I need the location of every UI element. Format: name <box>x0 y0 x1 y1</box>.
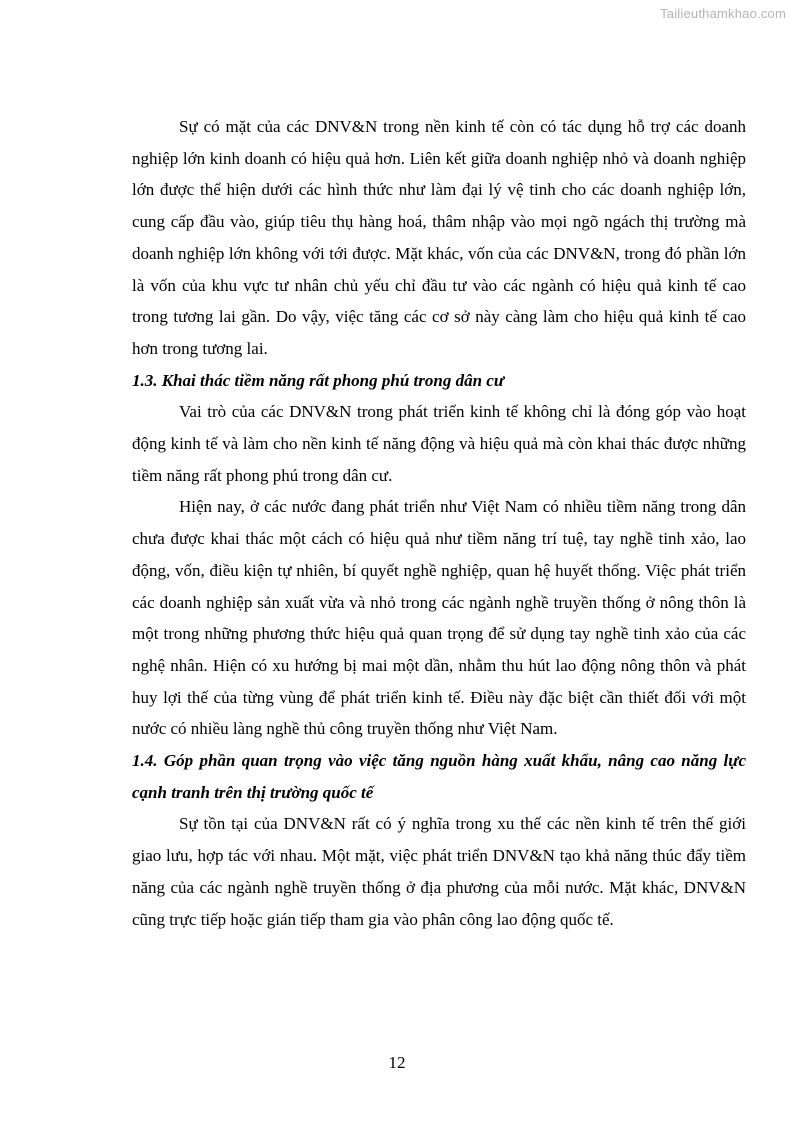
paragraph-potential: Hiện nay, ở các nước đang phát triển như Việt Nam có nhiều tiềm năng trong dân chưa được khai thác một cách có hiệu quả như tiềm năng trí tuệ, tay nghề tinh xảo, lao động, vốn, điều kiện tự nhiên, bí quyết nghề nghiệp, quan hệ huyết thống. Việc phát triển các doanh nghiệp sản xuất vừa và nhỏ trong các ngành nghề truyền thống ở nông thôn là một trong những phương thức hiệu quả quan trọng để sử dụng tay nghề tinh xảo của các nghệ nhân. Hiện có xu hướng bị mai một dần, nhằm thu hút lao động nông thôn và phát huy lợi thế của từng vùng để phát triển kinh tế. Điều này đặc biệt cần thiết đối với một nước có nhiều làng nghề thủ công truyền thống như Việt Nam. <box>132 497 746 739</box>
section-heading-1-3: 1.3. Khai thác tiềm năng rất phong phú trong dân cư <box>132 370 504 390</box>
watermark: Tailieuthamkhao.com <box>660 6 786 21</box>
paragraph-dnvn-role: Vai trò của các DNV&N trong phát triển kinh tế không chỉ là đóng góp vào hoạt động kinh tế và làm cho nền kinh tế năng động và hiệu quả mà còn khai thác được những tiềm năng rất phong phú trong dân cư. <box>132 402 746 485</box>
document-body <box>132 111 746 935</box>
page-number: 12 <box>388 1053 406 1072</box>
section-heading-1-4: 1.4. Góp phần quan trọng vào việc tăng nguồn hàng xuất khẩu, nâng cao năng lực cạnh tranh trên thị trường quốc tế <box>132 751 746 802</box>
paragraph-dnvn-support: Sự có mặt của các DNV&N trong nền kinh tế còn có tác dụng hỗ trợ các doanh nghiệp lớn kinh doanh có hiệu quả hơn. Liên kết giữa doanh nghiệp nhỏ và doanh nghiệp lớn được thể hiện dưới các hình thức như làm đại lý vệ tinh cho các doanh nghiệp lớn, cung cấp đầu vào, giúp tiêu thụ hàng hoá, thâm nhập vào mọi ngõ ngách thị trường mà doanh nghiệp lớn không với tới được. Mặt khác, vốn của các DNV&N, trong đó phần lớn là vốn của khu vực tư nhân chủ yếu chỉ đầu tư vào các ngành có hiệu quả kinh tế cao trong tương lai gần. Do vậy, việc tăng các cơ sở này càng làm cho hiệu quả kinh tế cao hơn trong tương lai. <box>132 117 746 358</box>
paragraph-export: Sự tồn tại của DNV&N rất có ý nghĩa trong xu thế các nền kinh tế trên thế giới giao lưu, hợp tác với nhau. Một mặt, việc phát triển DNV&N tạo khả năng thúc đẩy tiềm năng của các ngành nghề truyền thống ở địa phương của mỗi nước. Mặt khác, DNV&N cũng trực tiếp hoặc gián tiếp tham gia vào phân công lao động quốc tế. <box>132 814 746 929</box>
